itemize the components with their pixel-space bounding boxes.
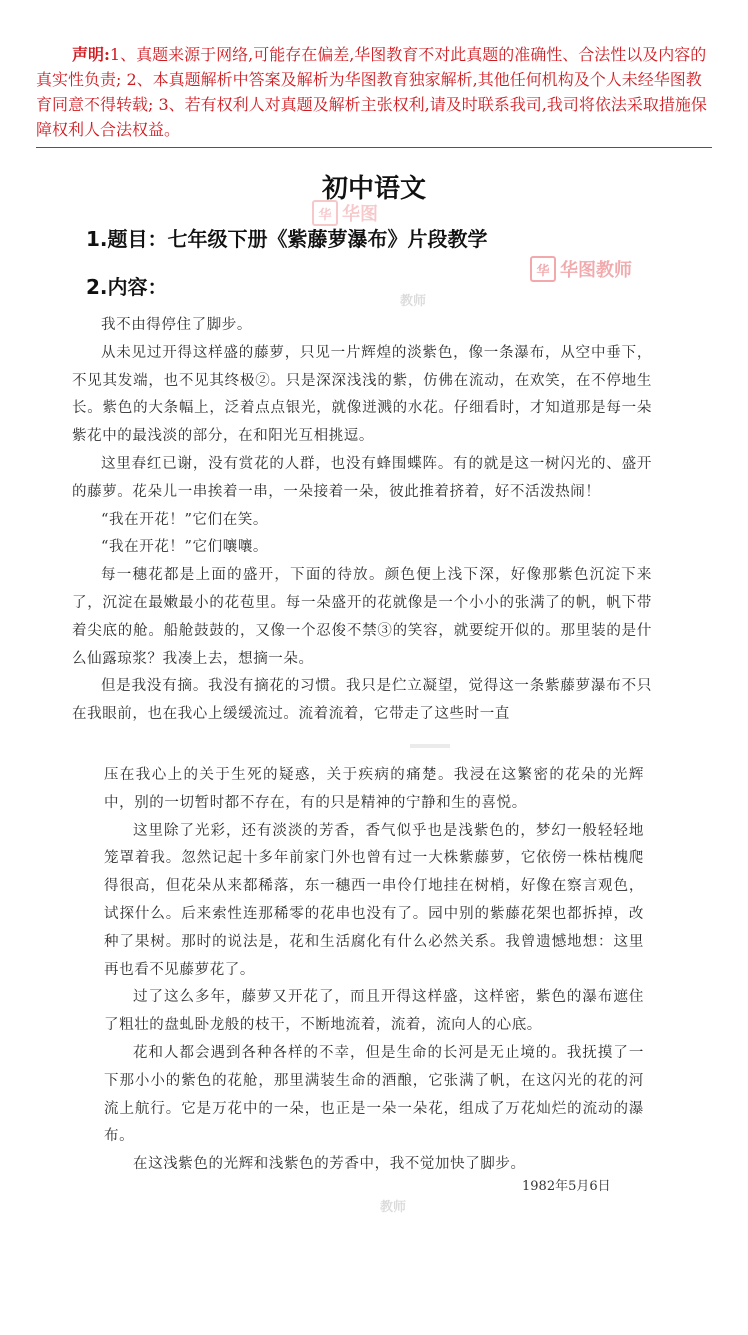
- paragraph: 但是我没有摘。我没有摘花的习惯。我只是伫立凝望，觉得这一条紫藤萝瀑布不只在我眼前，也在我心上缓缓流过。流着流着，它带走了这些时一直: [72, 678, 652, 723]
- paragraph: 在这浅紫色的光辉和浅紫色的芳香中，我不觉加快了脚步。: [133, 1156, 526, 1173]
- page-title: 初中语文: [321, 174, 426, 204]
- watermark-text: 华图教师: [560, 260, 632, 281]
- paragraph: 这里除了光彩，还有淡淡的芳香，香气似乎也是浅紫色的，梦幻一般轻轻地笼罩着我。忽然记起十多年前家门外也曾有过一大株紫藤萝，它依傍一株枯槐爬得很高，但花朵从来都稀落，东一穗西一串伶仃地挂在树梢，好像在察言观色，试探什么。后来索性连那稀零的花串也没有了。园中别的紫藤花架也都拆掉，改种了果树。那时的说法是，花和生活腐化有什么必然关系。我曾遗憾地想：这里再也看不见藤萝花了。: [104, 822, 644, 978]
- divider-line: [36, 147, 712, 148]
- topic-heading: 1.题目：七年级下册《紫藤萝瀑布》片段教学: [86, 227, 488, 251]
- watermark-faint: 教师: [380, 1200, 407, 1215]
- paragraph: 过了这么多年，藤萝又开花了，而且开得这样盛，这样密，紫色的瀑布遮住了粗壮的盘虬卧龙般的枝干，不断地流着，流着，流向人的心底。: [104, 989, 644, 1034]
- passage-part-2: [104, 762, 644, 1179]
- passage-part-1: [72, 312, 652, 729]
- watermark-logo-right: [530, 256, 632, 282]
- paragraph: “我在开花！”它们在笑。: [101, 511, 269, 528]
- disclaimer: [36, 42, 714, 142]
- huatu-logo-icon: 华: [312, 200, 338, 226]
- huatu-logo-icon: 华: [530, 256, 556, 282]
- paragraph: 我不由得停住了脚步。: [101, 317, 252, 333]
- watermark-faint: 教师: [400, 294, 427, 309]
- paragraph: 这里春红已谢，没有赏花的人群，也没有蜂围蝶阵。有的就是这一树闪光的、盛开的藤萝。花朵儿一串挨着一串，一朵接着一朵，彼此推着挤着，好不活泼热闹！: [72, 455, 652, 500]
- scan-gap-mark: [410, 744, 450, 748]
- watermark-text: 华图: [342, 204, 378, 225]
- paragraph: 从未见过开得这样盛的藤萝，只见一片辉煌的淡紫色，像一条瀑布，从空中垂下，不见其发端，也不见其终极②。只是深深浅浅的紫，仿佛在流动，在欢笑，在不停地生长。紫色的大条幅上，泛着点点银光，就像迸溅的水花。仔细看时，才知道那是每一朵紫花中的最浅淡的部分，在和阳光互相挑逗。: [72, 344, 652, 445]
- paragraph: 压在我心上的关于生死的疑惑，关于疾病的痛楚。我浸在这繁密的花朵的光辉中，别的一切暂时都不存在，有的只是精神的宁静和生的喜悦。: [104, 767, 644, 811]
- watermark-logo: [312, 200, 378, 226]
- paragraph: “我在开花！”它们嚷嚷。: [101, 539, 269, 556]
- paragraph: 花和人都会遇到各种各样的不幸，但是生命的长河是无止境的。我抚摸了一下那小小的紫色的花舱，那里满装生命的酒酿，它张满了帆，在这闪光的花的河流上航行。它是万花中的一朵，也正是一朵一朵花，组成了万花灿烂的流动的瀑布。: [104, 1044, 644, 1145]
- paragraph: 每一穗花都是上面的盛开，下面的待放。颜色便上浅下深，好像那紫色沉淀下来了，沉淀在最嫩最小的花苞里。每一朵盛开的花就像是一个小小的张满了的帆，帆下带着尖底的舱。船舱鼓鼓的，又像一个忍俊不禁③的笑容，就要绽开似的。那里装的是什么仙露琼浆？我凑上去，想摘一朵。: [72, 567, 652, 667]
- content-heading: 2.内容：: [86, 275, 168, 299]
- disclaimer-lead: 声明:: [72, 45, 110, 64]
- passage-date: 1982年5月6日: [522, 1179, 611, 1194]
- disclaimer-text: 1、真题来源于网络,可能存在偏差,华图教育不对此真题的准确性、合法性以及内容的真实性负责; 2、本真题解析中答案及解析为华图教育独家解析,其他任何机构及个人未经华图教育同意不得转载; 3、若有权利人对真题及解析主张权利,请及时联系我司,我司将依法采取措施保障权利人合法权益。: [36, 45, 707, 139]
